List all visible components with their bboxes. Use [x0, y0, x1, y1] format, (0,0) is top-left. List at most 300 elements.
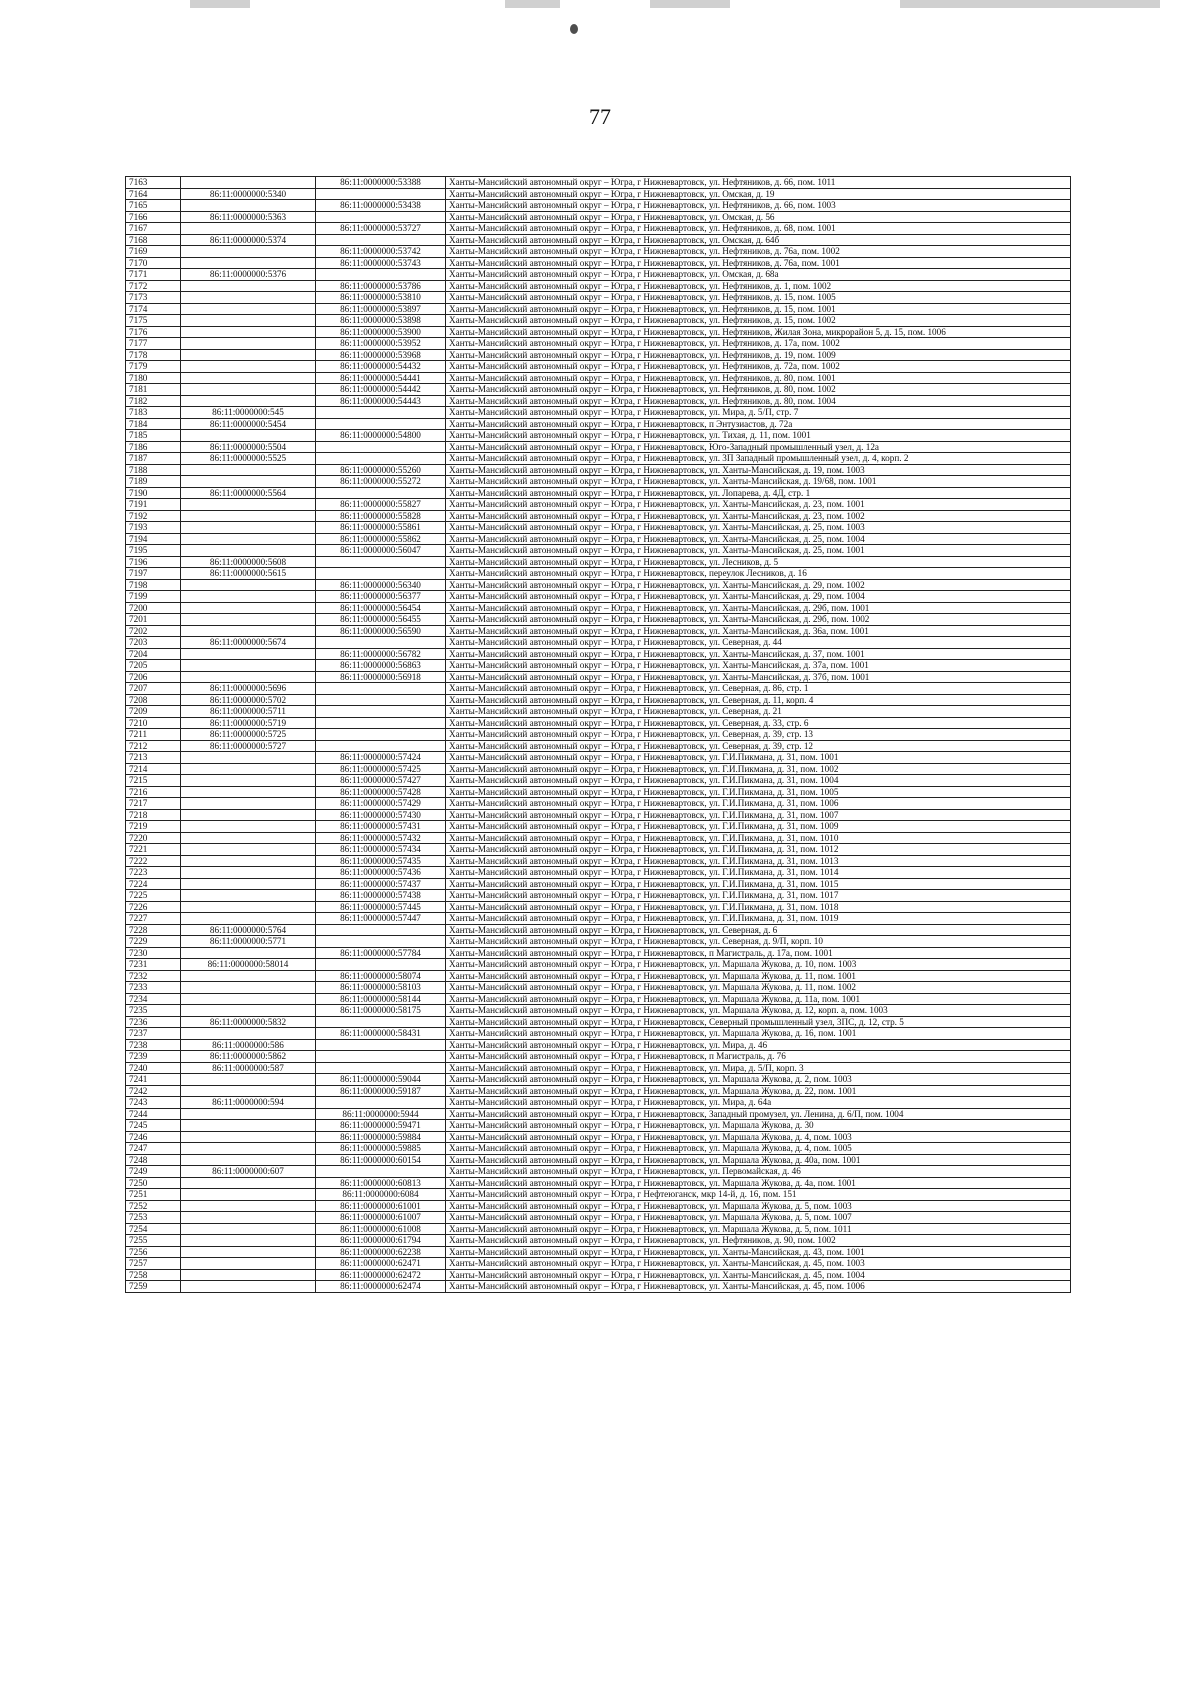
object-cadastral-number: [316, 717, 446, 729]
object-cadastral-number: 86:11:0000000:61794: [316, 1235, 446, 1247]
table-row: [126, 855, 1071, 867]
parent-cadastral-number: [181, 1235, 316, 1247]
table-row: [126, 936, 1071, 948]
object-cadastral-number: [316, 487, 446, 499]
object-cadastral-number: 86:11:0000000:57424: [316, 752, 446, 764]
table-row: [126, 970, 1071, 982]
address: Ханты-Мансийский автономный округ – Югра, г Нижневартовск, ул. Маршала Жукова, д. 30: [446, 1120, 1071, 1132]
object-cadastral-number: 86:11:0000000:55272: [316, 476, 446, 488]
address: Ханты-Мансийский автономный округ – Югра, г Нижневартовск, ул. Нефтяников, д. 17а, пом. 1002: [446, 338, 1071, 350]
row-number: 7257: [126, 1258, 181, 1270]
parent-cadastral-number: [181, 1074, 316, 1086]
address: Ханты-Мансийский автономный округ – Югра, г Нижневартовск, ул. Маршала Жукова, д. 10, пом. 1003: [446, 959, 1071, 971]
table-row: [126, 1212, 1071, 1224]
parent-cadastral-number: 86:11:0000000:5711: [181, 706, 316, 718]
parent-cadastral-number: 86:11:0000000:594: [181, 1097, 316, 1109]
cadastral-registry-table: [125, 176, 1071, 1293]
parent-cadastral-number: 86:11:0000000:5862: [181, 1051, 316, 1063]
address: Ханты-Мансийский автономный округ – Югра, г Нижневартовск, ул. Омская, д. 68а: [446, 269, 1071, 281]
parent-cadastral-number: [181, 625, 316, 637]
address: Ханты-Мансийский автономный округ – Югра, г Нижневартовск, ул. Г.И.Пикмана, д. 31, пом. 1017: [446, 890, 1071, 902]
address: Ханты-Мансийский автономный округ – Югра, г Нижневартовск, ул. Нефтяников, д. 72а, пом. 1002: [446, 361, 1071, 373]
parent-cadastral-number: [181, 1005, 316, 1017]
table-row: [126, 441, 1071, 453]
row-number: 7250: [126, 1177, 181, 1189]
address: Ханты-Мансийский автономный округ – Югра, г Нижневартовск, ул. Северная, д. 39, стр. 13: [446, 729, 1071, 741]
parent-cadastral-number: [181, 970, 316, 982]
address: Ханты-Мансийский автономный округ – Югра, г Нижневартовск, ул. Мира, д. 64а: [446, 1097, 1071, 1109]
address: Ханты-Мансийский автономный округ – Югра, г Нижневартовск, ул. Нефтяников, д. 15, пом. 1005: [446, 292, 1071, 304]
address: Ханты-Мансийский автономный округ – Югра, г Нижневартовск, переулок Лесников, д. 16: [446, 568, 1071, 580]
object-cadastral-number: 86:11:0000000:6084: [316, 1189, 446, 1201]
object-cadastral-number: 86:11:0000000:59885: [316, 1143, 446, 1155]
address: Ханты-Мансийский автономный округ – Югра, г Нижневартовск, ул. Г.И.Пикмана, д. 31, пом. 1013: [446, 855, 1071, 867]
parent-cadastral-number: [181, 246, 316, 258]
address: Ханты-Мансийский автономный округ – Югра, г Нижневартовск, ул. Северная, д. 6: [446, 924, 1071, 936]
row-number: 7237: [126, 1028, 181, 1040]
parent-cadastral-number: [181, 798, 316, 810]
row-number: 7207: [126, 683, 181, 695]
table-row: [126, 1258, 1071, 1270]
table-row: [126, 775, 1071, 787]
parent-cadastral-number: [181, 1028, 316, 1040]
object-cadastral-number: 86:11:0000000:55861: [316, 522, 446, 534]
object-cadastral-number: 86:11:0000000:55862: [316, 533, 446, 545]
table-row: [126, 188, 1071, 200]
table-row: [126, 763, 1071, 775]
address: Ханты-Мансийский автономный округ – Югра, г Нижневартовск, ул. Ханты-Мансийская, д. 43, пом. 1001: [446, 1246, 1071, 1258]
object-cadastral-number: 86:11:0000000:56377: [316, 591, 446, 603]
row-number: 7188: [126, 464, 181, 476]
parent-cadastral-number: [181, 821, 316, 833]
row-number: 7205: [126, 660, 181, 672]
row-number: 7218: [126, 809, 181, 821]
table-row: [126, 1281, 1071, 1293]
parent-cadastral-number: [181, 901, 316, 913]
table-row: [126, 315, 1071, 327]
table-row: [126, 1177, 1071, 1189]
table-row: [126, 717, 1071, 729]
row-number: 7209: [126, 706, 181, 718]
address: Ханты-Мансийский автономный округ – Югра, г Нижневартовск, п Магистраль, д. 17а, пом. 1001: [446, 947, 1071, 959]
row-number: 7210: [126, 717, 181, 729]
row-number: 7243: [126, 1097, 181, 1109]
object-cadastral-number: [316, 936, 446, 948]
row-number: 7241: [126, 1074, 181, 1086]
table-row: [126, 338, 1071, 350]
address: Ханты-Мансийский автономный округ – Югра, г Нижневартовск, ул. Ханты-Мансийская, д. 25, пом. 1001: [446, 545, 1071, 557]
row-number: 7176: [126, 326, 181, 338]
address: Ханты-Мансийский автономный округ – Югра, г Нижневартовск, ул. Ханты-Мансийская, д. 45, пом. 1004: [446, 1269, 1071, 1281]
address: Ханты-Мансийский автономный округ – Югра, г Нижневартовск, ул. Нефтяников, д. 15, пом. 1002: [446, 315, 1071, 327]
parent-cadastral-number: [181, 292, 316, 304]
parent-cadastral-number: [181, 522, 316, 534]
address: Ханты-Мансийский автономный округ – Югра, г Нижневартовск, ул. Маршала Жукова, д. 16, пом. 1001: [446, 1028, 1071, 1040]
object-cadastral-number: 86:11:0000000:53388: [316, 177, 446, 189]
table-row: [126, 1039, 1071, 1051]
parent-cadastral-number: 86:11:0000000:5525: [181, 453, 316, 465]
row-number: 7167: [126, 223, 181, 235]
address: Ханты-Мансийский автономный округ – Югра, г Нижневартовск, ул. Маршала Жукова, д. 4, пом. 1003: [446, 1131, 1071, 1143]
row-number: 7193: [126, 522, 181, 534]
row-number: 7186: [126, 441, 181, 453]
row-number: 7230: [126, 947, 181, 959]
parent-cadastral-number: [181, 1281, 316, 1293]
parent-cadastral-number: [181, 809, 316, 821]
address: Ханты-Мансийский автономный округ – Югра, г Нижневартовск, ул. Маршала Жукова, д. 11, пом. 1002: [446, 982, 1071, 994]
address: Ханты-Мансийский автономный округ – Югра, г Нижневартовск, ул. Г.И.Пикмана, д. 31, пом. 1009: [446, 821, 1071, 833]
address: Ханты-Мансийский автономный округ – Югра, г Нижневартовск, ул. Мира, д. 5/П, стр. 7: [446, 407, 1071, 419]
row-number: 7200: [126, 602, 181, 614]
object-cadastral-number: 86:11:0000000:57425: [316, 763, 446, 775]
address: Ханты-Мансийский автономный округ – Югра, г Нижневартовск, ул. Ханты-Мансийская, д. 29б, пом. 1001: [446, 602, 1071, 614]
table-row: [126, 694, 1071, 706]
table-row: [126, 602, 1071, 614]
address: Ханты-Мансийский автономный округ – Югра, г Нижневартовск, ул. Ханты-Мансийская, д. 45, пом. 1003: [446, 1258, 1071, 1270]
row-number: 7216: [126, 786, 181, 798]
row-number: 7168: [126, 234, 181, 246]
address: Ханты-Мансийский автономный округ – Югра, г Нижневартовск, п Магистраль, д. 76: [446, 1051, 1071, 1063]
table-row: [126, 407, 1071, 419]
table-row: [126, 211, 1071, 223]
parent-cadastral-number: 86:11:0000000:5771: [181, 936, 316, 948]
object-cadastral-number: 86:11:0000000:5944: [316, 1108, 446, 1120]
address: Ханты-Мансийский автономный округ – Югра, г Нижневартовск, ул. Маршала Жукова, д. 5, пом. 1011: [446, 1223, 1071, 1235]
parent-cadastral-number: [181, 648, 316, 660]
table-row: [126, 947, 1071, 959]
row-number: 7172: [126, 280, 181, 292]
row-number: 7247: [126, 1143, 181, 1155]
address: Ханты-Мансийский автономный округ – Югра, г Нижневартовск, ул. Нефтяников, д. 66, пом. 1003: [446, 200, 1071, 212]
address: Ханты-Мансийский автономный округ – Югра, г Нижневартовск, ул. Ханты-Мансийская, д. 23, пом. 1001: [446, 499, 1071, 511]
row-number: 7177: [126, 338, 181, 350]
object-cadastral-number: 86:11:0000000:55260: [316, 464, 446, 476]
table-row: [126, 430, 1071, 442]
parent-cadastral-number: 86:11:0000000:5454: [181, 418, 316, 430]
parent-cadastral-number: [181, 947, 316, 959]
address: Ханты-Мансийский автономный округ – Югра, г Нижневартовск, ул. Мира, д. 46: [446, 1039, 1071, 1051]
row-number: 7256: [126, 1246, 181, 1258]
table-row: [126, 890, 1071, 902]
parent-cadastral-number: [181, 1223, 316, 1235]
address: Ханты-Мансийский автономный округ – Югра, г Нижневартовск, ул. Ханты-Мансийская, д. 25, пом. 1004: [446, 533, 1071, 545]
table-row: [126, 901, 1071, 913]
table-row: [126, 924, 1071, 936]
table-row: [126, 418, 1071, 430]
parent-cadastral-number: [181, 1131, 316, 1143]
row-number: 7201: [126, 614, 181, 626]
table-row: [126, 453, 1071, 465]
row-number: 7219: [126, 821, 181, 833]
address: Ханты-Мансийский автономный округ – Югра, г Нижневартовск, ул. Г.И.Пикмана, д. 31, пом. 1001: [446, 752, 1071, 764]
row-number: 7253: [126, 1212, 181, 1224]
object-cadastral-number: 86:11:0000000:53743: [316, 257, 446, 269]
object-cadastral-number: [316, 1097, 446, 1109]
table-row: [126, 625, 1071, 637]
row-number: 7187: [126, 453, 181, 465]
parent-cadastral-number: 86:11:0000000:5564: [181, 487, 316, 499]
parent-cadastral-number: [181, 1246, 316, 1258]
object-cadastral-number: [316, 959, 446, 971]
parent-cadastral-number: [181, 763, 316, 775]
object-cadastral-number: 86:11:0000000:62238: [316, 1246, 446, 1258]
object-cadastral-number: [316, 740, 446, 752]
table-row: [126, 464, 1071, 476]
row-number: 7240: [126, 1062, 181, 1074]
parent-cadastral-number: [181, 867, 316, 879]
parent-cadastral-number: [181, 510, 316, 522]
table-row: [126, 660, 1071, 672]
page-number: 77: [589, 104, 611, 129]
address: Ханты-Мансийский автономный округ – Югра, г Нижневартовск, ул. Ханты-Мансийская, д. 23, пом. 1002: [446, 510, 1071, 522]
table-row: [126, 1028, 1071, 1040]
address: Ханты-Мансийский автономный округ – Югра, г Нижневартовск, ул. Г.И.Пикмана, д. 31, пом. 1007: [446, 809, 1071, 821]
table-row: [126, 384, 1071, 396]
parent-cadastral-number: 86:11:0000000:5727: [181, 740, 316, 752]
row-number: 7214: [126, 763, 181, 775]
object-cadastral-number: 86:11:0000000:56455: [316, 614, 446, 626]
row-number: 7164: [126, 188, 181, 200]
parent-cadastral-number: [181, 361, 316, 373]
address: Ханты-Мансийский автономный округ – Югра, г Нижневартовск, ул. Маршала Жукова, д. 11, пом. 1001: [446, 970, 1071, 982]
object-cadastral-number: 86:11:0000000:58103: [316, 982, 446, 994]
row-number: 7220: [126, 832, 181, 844]
address: Ханты-Мансийский автономный округ – Югра, г Нижневартовск, ул. Ханты-Мансийская, д. 37а, пом. 1001: [446, 660, 1071, 672]
table-row: [126, 809, 1071, 821]
parent-cadastral-number: [181, 1085, 316, 1097]
address: Ханты-Мансийский автономный округ – Югра, г Нижневартовск, ул. Маршала Жукова, д. 22, пом. 1001: [446, 1085, 1071, 1097]
row-number: 7255: [126, 1235, 181, 1247]
parent-cadastral-number: [181, 913, 316, 925]
parent-cadastral-number: 86:11:0000000:5340: [181, 188, 316, 200]
table-row: [126, 867, 1071, 879]
parent-cadastral-number: [181, 591, 316, 603]
object-cadastral-number: 86:11:0000000:57447: [316, 913, 446, 925]
parent-cadastral-number: 86:11:0000000:5719: [181, 717, 316, 729]
address: Ханты-Мансийский автономный округ – Югра, г Нижневартовск, ул. Г.И.Пикмана, д. 31, пом. 1010: [446, 832, 1071, 844]
object-cadastral-number: 86:11:0000000:58431: [316, 1028, 446, 1040]
row-number: 7179: [126, 361, 181, 373]
parent-cadastral-number: 86:11:0000000:5615: [181, 568, 316, 580]
address: Ханты-Мансийский автономный округ – Югра, г Нижневартовск, ул. Северная, д. 11, корп. 4: [446, 694, 1071, 706]
address: Ханты-Мансийский автономный округ – Югра, г Нижневартовск, ул. Нефтяников, д. 80, пом. 1001: [446, 372, 1071, 384]
parent-cadastral-number: [181, 395, 316, 407]
table-row: [126, 1235, 1071, 1247]
parent-cadastral-number: [181, 1143, 316, 1155]
row-number: 7246: [126, 1131, 181, 1143]
address: Ханты-Мансийский автономный округ – Югра, г Нижневартовск, ул. Северная, д. 9/П, корп. 10: [446, 936, 1071, 948]
table-row: [126, 545, 1071, 557]
object-cadastral-number: [316, 453, 446, 465]
row-number: 7226: [126, 901, 181, 913]
row-number: 7228: [126, 924, 181, 936]
parent-cadastral-number: [181, 177, 316, 189]
object-cadastral-number: [316, 1039, 446, 1051]
address: Ханты-Мансийский автономный округ – Югра, г Нижневартовск, ул. Лопарева, д. 4Д, стр. 1: [446, 487, 1071, 499]
object-cadastral-number: 86:11:0000000:57427: [316, 775, 446, 787]
parent-cadastral-number: [181, 1120, 316, 1132]
parent-cadastral-number: 86:11:0000000:5725: [181, 729, 316, 741]
object-cadastral-number: 86:11:0000000:59471: [316, 1120, 446, 1132]
address: Ханты-Мансийский автономный округ – Югра, г Нижневартовск, ул. Ханты-Мансийская, д. 29, пом. 1004: [446, 591, 1071, 603]
parent-cadastral-number: 86:11:0000000:5374: [181, 234, 316, 246]
object-cadastral-number: 86:11:0000000:56454: [316, 602, 446, 614]
object-cadastral-number: 86:11:0000000:53742: [316, 246, 446, 258]
row-number: 7204: [126, 648, 181, 660]
object-cadastral-number: [316, 234, 446, 246]
parent-cadastral-number: 86:11:0000000:5702: [181, 694, 316, 706]
parent-cadastral-number: [181, 1189, 316, 1201]
row-number: 7182: [126, 395, 181, 407]
parent-cadastral-number: 86:11:0000000:5376: [181, 269, 316, 281]
object-cadastral-number: 86:11:0000000:58074: [316, 970, 446, 982]
parent-cadastral-number: 86:11:0000000:586: [181, 1039, 316, 1051]
row-number: 7191: [126, 499, 181, 511]
table-row: [126, 395, 1071, 407]
row-number: 7163: [126, 177, 181, 189]
parent-cadastral-number: [181, 545, 316, 557]
address: Ханты-Мансийский автономный округ – Югра, г Нижневартовск, ул. Ханты-Мансийская, д. 19/68, пом. 1001: [446, 476, 1071, 488]
table-row: [126, 821, 1071, 833]
row-number: 7249: [126, 1166, 181, 1178]
address: Ханты-Мансийский автономный округ – Югра, г Нижневартовск, ул. Северная, д. 39, стр. 12: [446, 740, 1071, 752]
object-cadastral-number: [316, 1166, 446, 1178]
address: Ханты-Мансийский автономный округ – Югра, г Нижневартовск, ул. Северная, д. 21: [446, 706, 1071, 718]
object-cadastral-number: [316, 1062, 446, 1074]
table-row: [126, 579, 1071, 591]
address: Ханты-Мансийский автономный округ – Югра, г Нижневартовск, ул. Нефтяников, д. 15, пом. 1001: [446, 303, 1071, 315]
object-cadastral-number: [316, 729, 446, 741]
parent-cadastral-number: [181, 1108, 316, 1120]
table-row: [126, 476, 1071, 488]
address: Ханты-Мансийский автономный округ – Югра, г Нижневартовск, ул. Нефтяников, д. 1, пом. 1002: [446, 280, 1071, 292]
address: Ханты-Мансийский автономный округ – Югра, г Нижневартовск, ул. Первомайская, д. 46: [446, 1166, 1071, 1178]
table-row: [126, 533, 1071, 545]
parent-cadastral-number: [181, 499, 316, 511]
parent-cadastral-number: 86:11:0000000:58014: [181, 959, 316, 971]
row-number: 7251: [126, 1189, 181, 1201]
row-number: 7208: [126, 694, 181, 706]
parent-cadastral-number: [181, 384, 316, 396]
object-cadastral-number: [316, 441, 446, 453]
object-cadastral-number: 86:11:0000000:58175: [316, 1005, 446, 1017]
object-cadastral-number: 86:11:0000000:57436: [316, 867, 446, 879]
row-number: 7165: [126, 200, 181, 212]
address: Ханты-Мансийский автономный округ – Югра, г Нижневартовск, ул. Омская, д. 19: [446, 188, 1071, 200]
table-row: [126, 1108, 1071, 1120]
row-number: 7217: [126, 798, 181, 810]
address: Ханты-Мансийский автономный округ – Югра, г Нижневартовск, ул. Нефтяников, д. 66, пом. 1011: [446, 177, 1071, 189]
object-cadastral-number: [316, 418, 446, 430]
parent-cadastral-number: [181, 982, 316, 994]
table-row: [126, 372, 1071, 384]
object-cadastral-number: [316, 1016, 446, 1028]
parent-cadastral-number: [181, 257, 316, 269]
parent-cadastral-number: 86:11:0000000:5674: [181, 637, 316, 649]
object-cadastral-number: 86:11:0000000:61007: [316, 1212, 446, 1224]
row-number: 7192: [126, 510, 181, 522]
row-number: 7235: [126, 1005, 181, 1017]
table-row: [126, 1269, 1071, 1281]
parent-cadastral-number: 86:11:0000000:5363: [181, 211, 316, 223]
row-number: 7206: [126, 671, 181, 683]
row-number: 7229: [126, 936, 181, 948]
table-row: [126, 246, 1071, 258]
parent-cadastral-number: [181, 349, 316, 361]
address: Ханты-Мансийский автономный округ – Югра, г Нижневартовск, ул. Ханты-Мансийская, д. 19, пом. 1003: [446, 464, 1071, 476]
table-row: [126, 591, 1071, 603]
table-row: [126, 292, 1071, 304]
object-cadastral-number: [316, 211, 446, 223]
table-row: [126, 1246, 1071, 1258]
row-number: 7196: [126, 556, 181, 568]
row-number: 7202: [126, 625, 181, 637]
object-cadastral-number: 86:11:0000000:58144: [316, 993, 446, 1005]
address: Ханты-Мансийский автономный округ – Югра, г Нижневартовск, ул. Маршала Жукова, д. 12, корп. а, пом. 1003: [446, 1005, 1071, 1017]
parent-cadastral-number: [181, 1269, 316, 1281]
address: Ханты-Мансийский автономный округ – Югра, г Нижневартовск, ул. Нефтяников, д. 19, пом. 1009: [446, 349, 1071, 361]
parent-cadastral-number: [181, 890, 316, 902]
object-cadastral-number: 86:11:0000000:54800: [316, 430, 446, 442]
row-number: 7221: [126, 844, 181, 856]
address: Ханты-Мансийский автономный округ – Югра, г Нижневартовск, ул. Маршала Жукова, д. 4, пом. 1005: [446, 1143, 1071, 1155]
table-row: [126, 510, 1071, 522]
address: Ханты-Мансийский автономный округ – Югра, г Нижневартовск, ул. Нефтяников, д. 76а, пом. 1001: [446, 257, 1071, 269]
address: Ханты-Мансийский автономный округ – Югра, г Нижневартовск, Западный промузел, ул. Ленина, д. 6/П, пом. 1004: [446, 1108, 1071, 1120]
object-cadastral-number: 86:11:0000000:60154: [316, 1154, 446, 1166]
row-number: 7231: [126, 959, 181, 971]
parent-cadastral-number: [181, 775, 316, 787]
parent-cadastral-number: [181, 660, 316, 672]
row-number: 7223: [126, 867, 181, 879]
parent-cadastral-number: [181, 614, 316, 626]
address: Ханты-Мансийский автономный округ – Югра, г Нижневартовск, ул. Маршала Жукова, д. 5, пом. 1003: [446, 1200, 1071, 1212]
parent-cadastral-number: 86:11:0000000:5504: [181, 441, 316, 453]
table-row: [126, 1016, 1071, 1028]
parent-cadastral-number: [181, 671, 316, 683]
row-number: 7198: [126, 579, 181, 591]
address: Ханты-Мансийский автономный округ – Югра, г Нижневартовск, ул. Ханты-Мансийская, д. 36а, пом. 1001: [446, 625, 1071, 637]
row-number: 7224: [126, 878, 181, 890]
parent-cadastral-number: [181, 338, 316, 350]
object-cadastral-number: 86:11:0000000:57430: [316, 809, 446, 821]
table-row: [126, 786, 1071, 798]
object-cadastral-number: 86:11:0000000:57428: [316, 786, 446, 798]
address: Ханты-Мансийский автономный округ – Югра, г Нефтеюганск, мкр 14-й, д. 16, пом. 151: [446, 1189, 1071, 1201]
table-row: [126, 1154, 1071, 1166]
table-row: [126, 671, 1071, 683]
address: Ханты-Мансийский автономный округ – Югра, г Нижневартовск, ул. Лесников, д. 5: [446, 556, 1071, 568]
address: Ханты-Мансийский автономный округ – Югра, г Нижневартовск, ул. Г.И.Пикмана, д. 31, пом. 1005: [446, 786, 1071, 798]
address: Ханты-Мансийский автономный округ – Югра, г Нижневартовск, ул. Г.И.Пикмана, д. 31, пом. 1014: [446, 867, 1071, 879]
object-cadastral-number: 86:11:0000000:53810: [316, 292, 446, 304]
table-row: [126, 234, 1071, 246]
object-cadastral-number: 86:11:0000000:59044: [316, 1074, 446, 1086]
address: Ханты-Мансийский автономный округ – Югра, г Нижневартовск, ул. Ханты-Мансийская, д. 29б, пом. 1002: [446, 614, 1071, 626]
address: Ханты-Мансийский автономный округ – Югра, г Нижневартовск, ул. Северная, д. 33, стр. 6: [446, 717, 1071, 729]
parent-cadastral-number: [181, 832, 316, 844]
table-row: [126, 1005, 1071, 1017]
address: Ханты-Мансийский автономный округ – Югра, г Нижневартовск, п Энтузиастов, д. 72а: [446, 418, 1071, 430]
scan-artifact-top-mid: [650, 0, 730, 8]
object-cadastral-number: 86:11:0000000:53438: [316, 200, 446, 212]
parent-cadastral-number: [181, 326, 316, 338]
address: Ханты-Мансийский автономный округ – Югра, г Нижневартовск, ул. Г.И.Пикмана, д. 31, пом. 1018: [446, 901, 1071, 913]
row-number: 7174: [126, 303, 181, 315]
object-cadastral-number: [316, 568, 446, 580]
address: Ханты-Мансийский автономный округ – Югра, г Нижневартовск, ул. Г.И.Пикмана, д. 31, пом. 1015: [446, 878, 1071, 890]
object-cadastral-number: [316, 407, 446, 419]
